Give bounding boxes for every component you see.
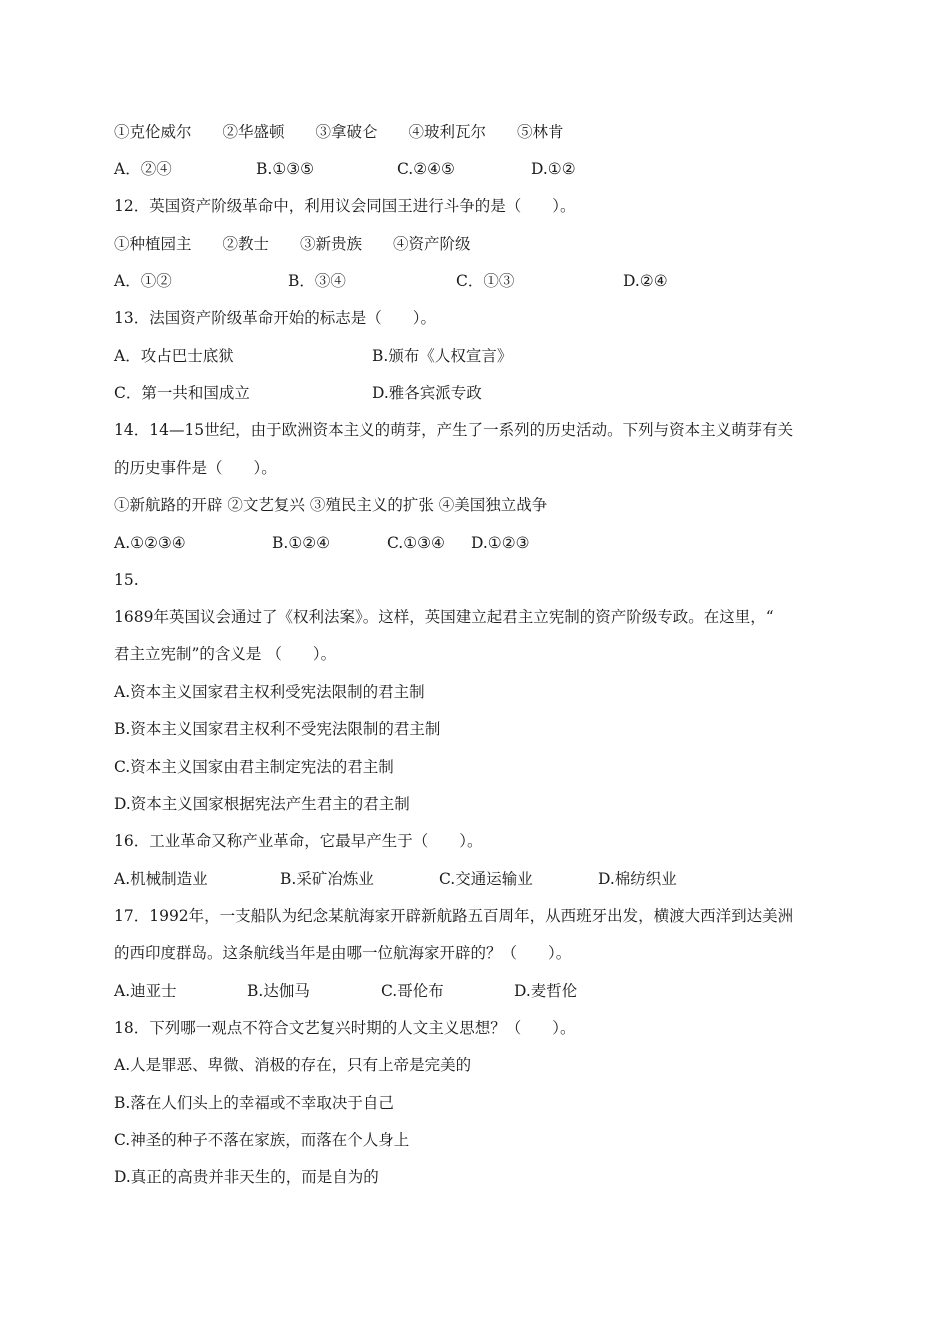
q18-stem: 18．下列哪一观点不符合文艺复兴时期的人文主义思想？（ ）。 bbox=[114, 1019, 576, 1037]
q17-option-d: D.麦哲伦 bbox=[514, 982, 578, 1000]
q12-stem: 12．英国资产阶级革命中，利用议会同国王进行斗争的是（ ）。 bbox=[114, 197, 576, 215]
q14-items: ①新航路的开辟 ②文艺复兴 ③殖民主义的扩张 ④美国独立战争 bbox=[114, 496, 548, 514]
q15-stem-line2: 君主立宪制”的含义是 （ ）。 bbox=[114, 645, 337, 663]
q14-stem-line1: 14．14—15世纪，由于欧洲资本主义的萌芽，产生了一系列的历史活动。下列与资本主义萌芽有关 bbox=[114, 421, 794, 439]
q15-option-c: C.资本主义国家由君主制定宪法的君主制 bbox=[114, 758, 394, 776]
q14-option-c: C.①③④ bbox=[387, 534, 445, 552]
q12-option-b: B．③④ bbox=[288, 272, 346, 290]
q11-option-a: A．②④ bbox=[114, 160, 172, 178]
q16-option-a: A.机械制造业 bbox=[114, 870, 208, 888]
q13-stem: 13．法国资产阶级革命开始的标志是（ ）。 bbox=[114, 309, 436, 327]
q17-option-a: A.迪亚士 bbox=[114, 982, 177, 1000]
q18-option-c: C.神圣的种子不落在家族，而落在个人身上 bbox=[114, 1131, 410, 1149]
q18-option-a: A.人是罪恶、卑微、消极的存在，只有上帝是完美的 bbox=[114, 1056, 472, 1074]
q15-option-a: A.资本主义国家君主权利受宪法限制的君主制 bbox=[114, 683, 425, 701]
q18-option-b: B.落在人们头上的幸福或不幸取决于自己 bbox=[114, 1094, 394, 1112]
q15-option-d: D.资本主义国家根据宪法产生君主的君主制 bbox=[114, 795, 410, 813]
q17-option-b: B.达伽马 bbox=[247, 982, 310, 1000]
q18-option-d: D.真正的高贵并非天生的，而是自为的 bbox=[114, 1168, 379, 1186]
q12-option-d: D.②④ bbox=[623, 272, 668, 290]
q16-option-d: D.棉纺织业 bbox=[598, 870, 677, 888]
q17-stem-line2: 的西印度群岛。这条航线当年是由哪一位航海家开辟的？（ ）。 bbox=[114, 944, 572, 962]
q11-option-d: D.①② bbox=[531, 160, 576, 178]
q14-option-a: A.①②③④ bbox=[114, 534, 186, 552]
q12-items: ①种植园主 ②教士 ③新贵族 ④资产阶级 bbox=[114, 235, 471, 253]
q13-option-c: C．第一共和国成立 bbox=[114, 384, 250, 402]
q11-option-b: B.①③⑤ bbox=[256, 160, 315, 178]
q13-option-b: B.颁布《人权宣言》 bbox=[372, 347, 513, 365]
q12-option-a: A．①② bbox=[114, 272, 172, 290]
q11-items: ①克伦威尔 ②华盛顿 ③拿破仑 ④玻利瓦尔 ⑤林肯 bbox=[114, 123, 564, 141]
q15-stem-line1: 1689年英国议会通过了《权利法案》。这样，英国建立起君主立宪制的资产阶级专政。在这里，“ bbox=[114, 608, 774, 626]
q12-option-c: C．①③ bbox=[456, 272, 515, 290]
q14-option-d: D.①②③ bbox=[471, 534, 530, 552]
q16-option-b: B.采矿冶炼业 bbox=[280, 870, 374, 888]
q16-stem: 16．工业革命又称产业革命，它最早产生于（ ）。 bbox=[114, 832, 483, 850]
q17-option-c: C.哥伦布 bbox=[381, 982, 444, 1000]
q14-stem-line2: 的历史事件是（ ）。 bbox=[114, 459, 277, 477]
q15-option-b: B.资本主义国家君主权利不受宪法限制的君主制 bbox=[114, 720, 441, 738]
q11-option-c: C.②④⑤ bbox=[397, 160, 455, 178]
q16-option-c: C.交通运输业 bbox=[439, 870, 533, 888]
q15-number: 15. bbox=[114, 571, 139, 589]
q13-option-d: D.雅各宾派专政 bbox=[372, 384, 482, 402]
q14-option-b: B.①②④ bbox=[272, 534, 331, 552]
q17-stem-line1: 17．1992年，一支船队为纪念某航海家开辟新航路五百周年，从西班牙出发，横渡大西洋到达美洲 bbox=[114, 907, 794, 925]
q13-option-a: A．攻占巴士底狱 bbox=[114, 347, 234, 365]
